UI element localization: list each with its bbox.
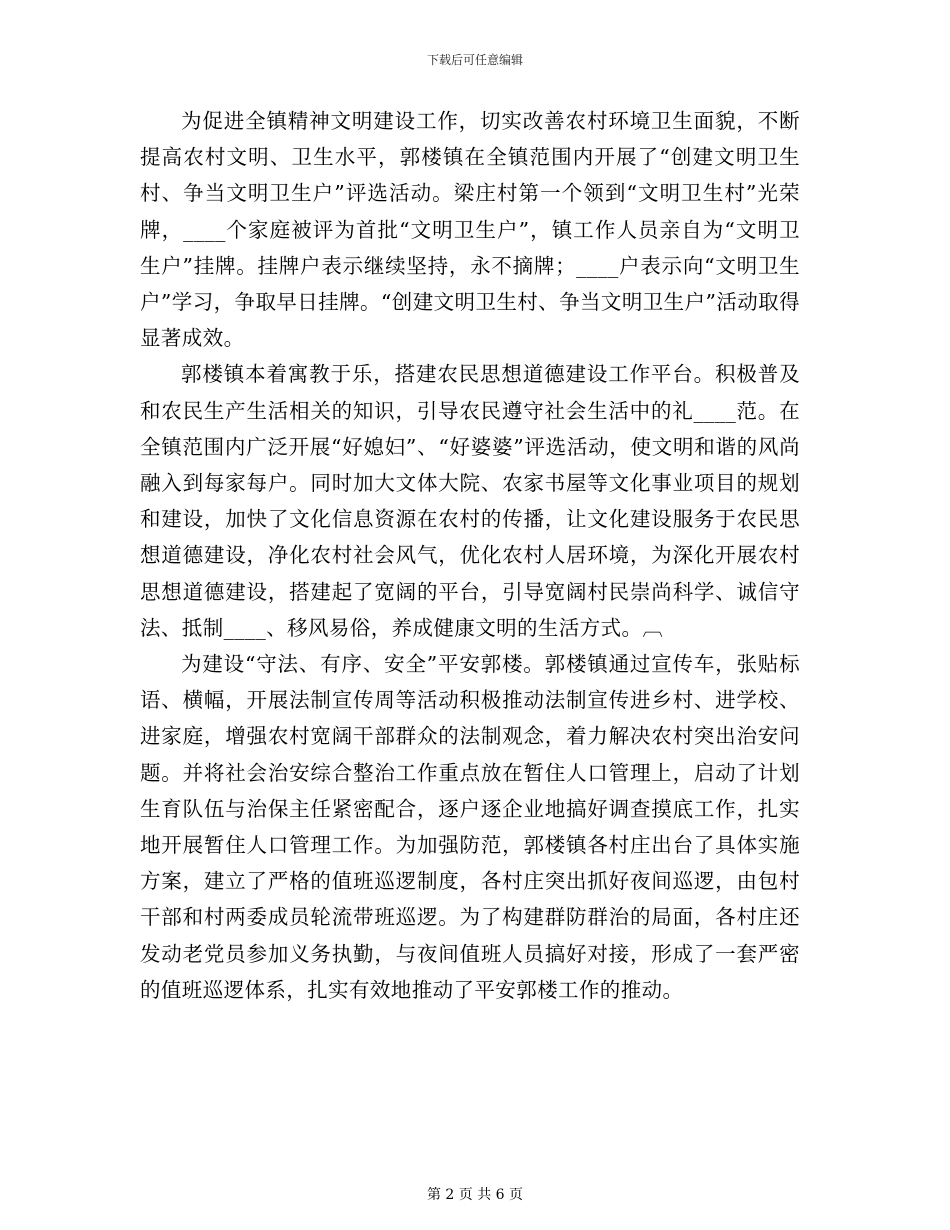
page-footer: 第 2 页 共 6 页	[426, 1187, 524, 1203]
document-body	[140, 103, 800, 1008]
paragraph-2: 郭楼镇本着寓教于乐，搭建农民思想道德建设工作平台。积极普及和农民生产生活相关的知识，引导农民遵守社会生活中的礼____范。在全镇范围内广泛开展“好媳妇”、“好婆婆”评选活动，使文明和谐的风尚融入到每家每户。同时加大文体大院、农家书屋等文化事业项目的规划和建设，加快了文化信息资源在农村的传播，让文化建设服务于农民思想道德建设，净化农村社会风气，优化农村人居环境，为深化开展农村思想道德建设，搭建起了宽阔的平台，引导宽阔村民崇尚科学、诚信守法、抵制____、移风易俗，养成健康文明的生活方式。︹	[140, 362, 800, 640]
page-header: 下载后可任意编辑	[426, 53, 523, 67]
paragraph-1: 为促进全镇精神文明建设工作，切实改善农村环境卫生面貌，不断提高农村文明、卫生水平，郭楼镇在全镇范围内开展了“创建文明卫生村、争当文明卫生户”评选活动。梁庄村第一个领到“文明卫生村”光荣牌，____个家庭被评为首批“文明卫生户”，镇工作人员亲自为“文明卫生户”挂牌。挂牌户表示继续坚持，永不摘牌；____户表示向“文明卫生户”学习，争取早日挂牌。“创建文明卫生村、争当文明卫生户”活动取得显著成效。	[140, 109, 800, 351]
paragraph-3: 为建设“守法、有序、安全”平安郭楼。郭楼镇通过宣传车，张贴标语、横幅，开展法制宣传周等活动积极推动法制宣传进乡村、进学校、进家庭，增强农村宽阔干部群众的法制观念，着力解决农村突出治安问题。并将社会治安综合整治工作重点放在暂住人口管理上，启动了计划生育队伍与治保主任紧密配合，逐户逐企业地搞好调查摸底工作，扎实地开展暂住人口管理工作。为加强防范，郭楼镇各村庄出台了具体实施方案，建立了严格的值班巡逻制度，各村庄突出抓好夜间巡逻，由包村干部和村两委成员轮流带班巡逻。为了构建群防群治的局面，各村庄还发动老党员参加义务执勤，与夜间值班人员搞好对接，形成了一套严密的值班巡逻体系，扎实有效地推动了平安郭楼工作的推动。	[140, 652, 800, 1002]
